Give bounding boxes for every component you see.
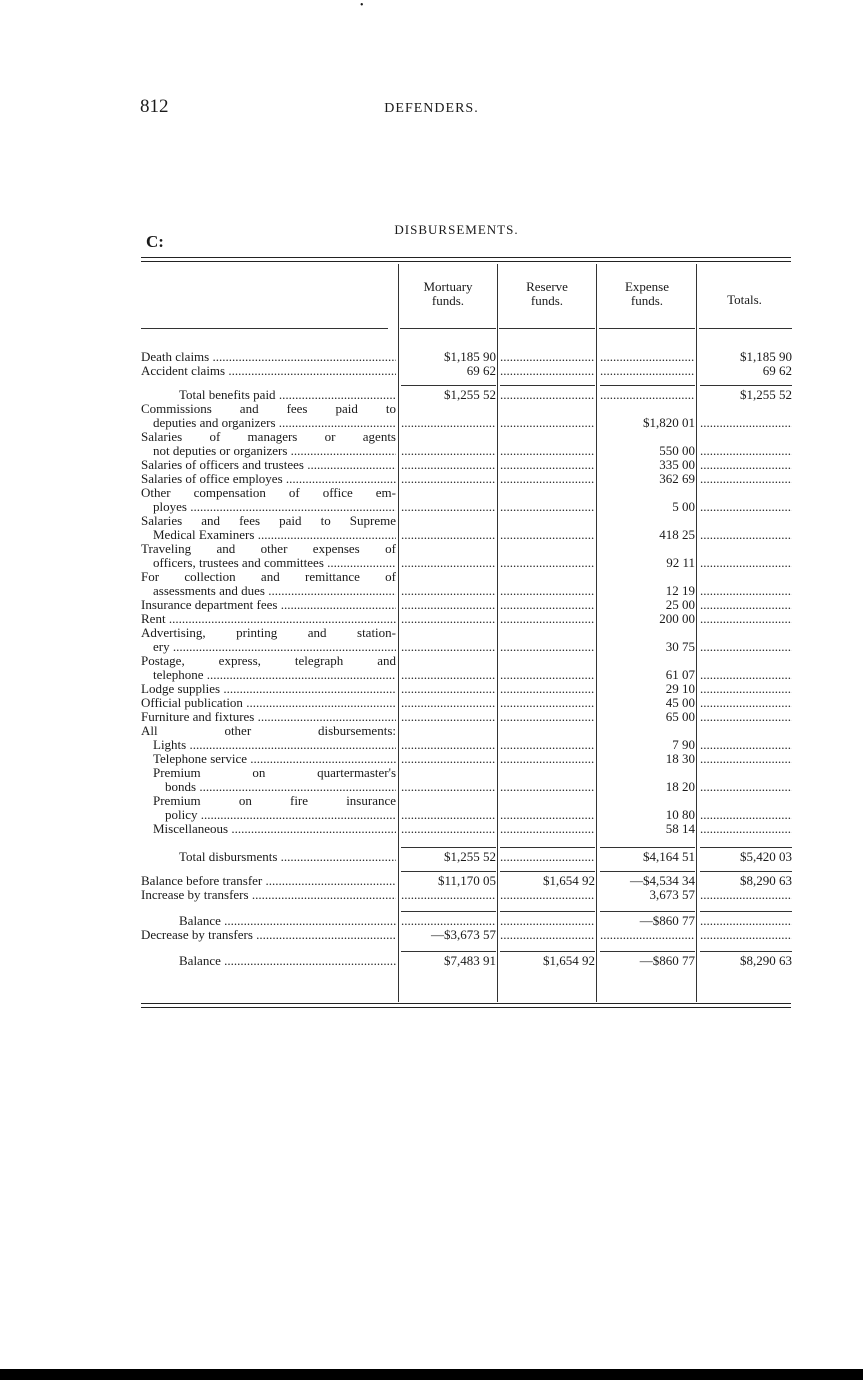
table-row xyxy=(0,752,863,766)
empty-leader-cell xyxy=(401,598,496,612)
empty-leader-cell xyxy=(401,472,496,486)
row-label-line: Salaries of managers or agents xyxy=(141,430,396,444)
sum-rule xyxy=(500,951,595,952)
header-rule-reserve xyxy=(499,328,595,329)
empty-leader-cell xyxy=(401,556,496,570)
sum-rule xyxy=(401,911,496,912)
row-label-line: Accident claims ..... xyxy=(141,364,396,378)
row-label-line: Salaries and fees paid to Supreme xyxy=(141,514,396,528)
row-label xyxy=(141,954,396,968)
empty-leader-cell xyxy=(500,696,595,710)
row-label-line: Total benefits paid ..... xyxy=(141,388,396,402)
table-row xyxy=(0,888,863,902)
row-label xyxy=(141,914,396,928)
empty-leader-cell xyxy=(700,822,792,836)
sum-rule xyxy=(600,951,695,952)
sum-rule xyxy=(500,385,595,386)
table-row xyxy=(0,542,863,570)
empty-leader-cell xyxy=(500,682,595,696)
row-label-line: not deputies or organizers ..... xyxy=(141,444,396,458)
amount-cell: $1,255 52 xyxy=(740,387,792,402)
empty-leader-cell xyxy=(401,808,496,822)
empty-leader-cell xyxy=(700,612,792,626)
table-row xyxy=(0,696,863,710)
row-label xyxy=(141,458,396,472)
amount-cell: $8,290 63 xyxy=(740,953,792,968)
empty-leader-cell xyxy=(500,710,595,724)
row-label-line: Salaries of office employes ..... xyxy=(141,472,396,486)
amount-cell: 7 90 xyxy=(672,737,695,752)
row-label xyxy=(141,794,396,822)
sum-rule xyxy=(700,951,792,952)
empty-leader-cell xyxy=(401,738,496,752)
empty-leader-cell xyxy=(500,416,595,430)
table-row xyxy=(0,654,863,682)
table-row xyxy=(0,626,863,654)
row-label-line: Lights ..... xyxy=(141,738,396,752)
empty-leader-cell xyxy=(401,780,496,794)
row-label xyxy=(141,874,396,888)
row-label xyxy=(141,514,396,542)
row-label xyxy=(141,850,396,864)
empty-leader-cell xyxy=(500,584,595,598)
row-label xyxy=(141,612,396,626)
amount-cell: $1,654 92 xyxy=(543,873,595,888)
sum-rule xyxy=(600,847,695,848)
row-label-line: Postage, express, telegraph and xyxy=(141,654,396,668)
empty-leader-cell xyxy=(500,350,595,364)
amount-cell: $1,820 01 xyxy=(643,415,695,430)
row-label-line: Official publication ..... xyxy=(141,696,396,710)
table-row xyxy=(0,472,863,486)
empty-leader-cell xyxy=(500,556,595,570)
empty-leader-cell xyxy=(401,682,496,696)
table-row xyxy=(0,682,863,696)
table-row xyxy=(0,710,863,724)
table-row xyxy=(0,388,863,402)
table-row xyxy=(0,486,863,514)
row-label-line: Premium on quartermaster's xyxy=(153,766,396,780)
amount-cell: $1,654 92 xyxy=(543,953,595,968)
row-label xyxy=(141,486,396,514)
table-top-rule xyxy=(141,257,791,258)
sum-rule xyxy=(700,911,792,912)
row-label xyxy=(141,542,396,570)
row-label xyxy=(141,364,396,378)
table-title: DISBURSEMENTS. xyxy=(394,222,519,237)
empty-leader-cell xyxy=(700,696,792,710)
amount-cell: 10 80 xyxy=(665,807,695,822)
empty-leader-cell xyxy=(401,822,496,836)
table-top-rule-2 xyxy=(141,261,791,262)
sum-rule xyxy=(600,385,695,386)
empty-leader-cell xyxy=(500,444,595,458)
row-label-line: deputies and organizers ..... xyxy=(141,416,396,430)
row-label-line: Increase by transfers ..... xyxy=(141,888,396,902)
empty-leader-cell xyxy=(500,850,595,864)
empty-leader-cell xyxy=(500,928,595,942)
col-head-reserve: Reserve funds. xyxy=(526,279,568,308)
header-rule-expense xyxy=(599,328,695,329)
table-row xyxy=(0,928,863,942)
empty-leader-cell xyxy=(700,808,792,822)
amount-cell: 362 69 xyxy=(659,471,695,486)
empty-leader-cell xyxy=(401,696,496,710)
row-label xyxy=(141,402,396,430)
row-label-line: Salaries of officers and trustees ..... xyxy=(141,458,396,472)
amount-cell: 58 14 xyxy=(665,821,695,836)
empty-leader-cell xyxy=(401,584,496,598)
amount-cell: $5,420 03 xyxy=(740,849,792,864)
amount-cell: —$860 77 xyxy=(639,953,695,968)
row-label xyxy=(141,710,396,724)
scan-edge-bar xyxy=(0,1369,863,1380)
amount-cell: $1,185 90 xyxy=(444,349,496,364)
row-label-line: Premium on fire insurance xyxy=(153,794,396,808)
empty-leader-cell xyxy=(500,364,595,378)
table-row xyxy=(0,430,863,458)
empty-leader-cell xyxy=(401,640,496,654)
col-head-totals: Totals. xyxy=(727,292,762,307)
empty-leader-cell xyxy=(500,822,595,836)
disbursements-table-body xyxy=(0,350,863,968)
row-label-line: telephone ..... xyxy=(141,668,396,682)
row-label xyxy=(141,626,396,654)
amount-cell: —$4,534 34 xyxy=(630,873,695,888)
empty-leader-cell xyxy=(401,914,496,928)
row-label xyxy=(141,430,396,458)
amount-cell: $1,255 52 xyxy=(444,849,496,864)
row-label xyxy=(141,570,396,598)
amount-cell: 45 00 xyxy=(665,695,695,710)
row-label-line: All other disbursements: xyxy=(141,724,396,738)
sum-rule xyxy=(700,847,792,848)
empty-leader-cell xyxy=(700,500,792,514)
row-label xyxy=(141,388,396,402)
amount-cell: 18 20 xyxy=(665,779,695,794)
amount-cell: 200 00 xyxy=(659,611,695,626)
row-label xyxy=(141,888,396,902)
row-label xyxy=(141,766,396,794)
empty-leader-cell xyxy=(700,556,792,570)
row-label-line: Traveling and other expenses of xyxy=(141,542,396,556)
empty-leader-cell xyxy=(700,888,792,902)
sum-rule xyxy=(401,951,496,952)
amount-cell: 65 00 xyxy=(665,709,695,724)
empty-leader-cell xyxy=(500,668,595,682)
row-label-line: Rent ..... xyxy=(141,612,396,626)
row-label xyxy=(141,472,396,486)
empty-leader-cell xyxy=(500,808,595,822)
row-label xyxy=(141,598,396,612)
table-row xyxy=(0,350,863,364)
amount-cell: $1,185 90 xyxy=(740,349,792,364)
amount-cell: 29 10 xyxy=(665,681,695,696)
empty-leader-cell xyxy=(401,528,496,542)
row-label-line: ployes ..... xyxy=(141,500,396,514)
row-label-line: assessments and dues ..... xyxy=(141,584,396,598)
row-label-line: Balance ..... xyxy=(141,914,396,928)
empty-leader-cell xyxy=(700,668,792,682)
empty-leader-cell xyxy=(700,458,792,472)
empty-leader-cell xyxy=(600,350,695,364)
amount-cell: 30 75 xyxy=(665,639,695,654)
empty-leader-cell xyxy=(500,640,595,654)
empty-leader-cell xyxy=(401,668,496,682)
row-label xyxy=(141,350,396,364)
row-label-line: Lodge supplies ..... xyxy=(141,682,396,696)
col-head-expense: Expense funds. xyxy=(624,279,670,308)
col-head-mortuary: Mortuary funds. xyxy=(423,279,473,308)
sum-rule xyxy=(500,911,595,912)
empty-leader-cell xyxy=(500,388,595,402)
empty-leader-cell xyxy=(500,472,595,486)
table-row xyxy=(0,364,863,378)
row-label-line: Furniture and fixtures ..... xyxy=(141,710,396,724)
running-head: DEFENDERS. xyxy=(384,101,479,116)
empty-leader-cell xyxy=(500,888,595,902)
row-label-line: Telephone service ..... xyxy=(141,752,396,766)
empty-leader-cell xyxy=(700,780,792,794)
empty-leader-cell xyxy=(700,598,792,612)
empty-leader-cell xyxy=(500,528,595,542)
row-label-line: Balance before transfer ..... xyxy=(141,874,396,888)
empty-leader-cell xyxy=(600,928,695,942)
table-row xyxy=(0,598,863,612)
amount-cell: 335 00 xyxy=(659,457,695,472)
row-label xyxy=(141,822,396,836)
empty-leader-cell xyxy=(500,780,595,794)
row-label-line: Other compensation of office em- xyxy=(141,486,396,500)
empty-leader-cell xyxy=(700,914,792,928)
amount-cell: $11,170 05 xyxy=(437,873,496,888)
row-label-line: Insurance department fees ..... xyxy=(141,598,396,612)
table-row xyxy=(0,850,863,864)
sum-rule xyxy=(401,385,496,386)
empty-leader-cell xyxy=(401,444,496,458)
empty-leader-cell xyxy=(401,416,496,430)
row-label xyxy=(141,696,396,710)
table-row xyxy=(0,514,863,542)
row-label-line: Medical Examiners ..... xyxy=(141,528,396,542)
sum-rule xyxy=(401,847,496,848)
amount-cell: 69 62 xyxy=(466,363,496,378)
row-label xyxy=(141,724,396,752)
amount-cell: 3,673 57 xyxy=(649,887,695,902)
row-label-line: officers, trustees and committees ..... xyxy=(141,556,396,570)
row-label-line: For collection and remittance of xyxy=(141,570,396,584)
empty-leader-cell xyxy=(700,710,792,724)
empty-leader-cell xyxy=(500,752,595,766)
empty-leader-cell xyxy=(700,738,792,752)
row-label-line: Commissions and fees paid to xyxy=(141,402,396,416)
sum-rule xyxy=(500,871,595,872)
amount-cell: 92 11 xyxy=(666,555,695,570)
header-rule-totals xyxy=(699,328,792,329)
table-row xyxy=(0,766,863,794)
empty-leader-cell xyxy=(401,752,496,766)
page-number: 812 xyxy=(140,96,169,117)
sum-rule xyxy=(700,385,792,386)
amount-cell: $8,290 63 xyxy=(740,873,792,888)
table-row xyxy=(0,874,863,888)
empty-leader-cell xyxy=(600,364,695,378)
row-label-line: Miscellaneous ..... xyxy=(141,822,396,836)
empty-leader-cell xyxy=(700,928,792,942)
amount-cell: 69 62 xyxy=(762,363,792,378)
header-rule-label xyxy=(141,328,388,329)
row-label xyxy=(141,654,396,682)
amount-cell: 12 19 xyxy=(665,583,695,598)
row-label-line: Decrease by transfers ..... xyxy=(141,928,396,942)
row-label-line: Balance ..... xyxy=(141,954,396,968)
table-row xyxy=(0,570,863,598)
row-label-line: ery ..... xyxy=(141,640,396,654)
empty-leader-cell xyxy=(600,388,695,402)
empty-leader-cell xyxy=(700,444,792,458)
empty-leader-cell xyxy=(700,584,792,598)
empty-leader-cell xyxy=(500,598,595,612)
empty-leader-cell xyxy=(500,738,595,752)
row-label xyxy=(141,752,396,766)
row-label-line: bonds ..... xyxy=(141,780,396,794)
sum-rule xyxy=(700,871,792,872)
table-row xyxy=(0,914,863,928)
empty-leader-cell xyxy=(700,640,792,654)
empty-leader-cell xyxy=(700,682,792,696)
amount-cell: 418 25 xyxy=(659,527,695,542)
amount-cell: $7,483 91 xyxy=(444,953,496,968)
empty-leader-cell xyxy=(500,500,595,514)
empty-leader-cell xyxy=(700,528,792,542)
row-label-line: Total disbursments ..... xyxy=(141,850,396,864)
empty-leader-cell xyxy=(500,458,595,472)
table-row xyxy=(0,724,863,752)
amount-cell: —$3,673 57 xyxy=(431,927,496,942)
amount-cell: 18 30 xyxy=(665,751,695,766)
empty-leader-cell xyxy=(700,416,792,430)
empty-leader-cell xyxy=(500,914,595,928)
amount-cell: 5 00 xyxy=(672,499,695,514)
empty-leader-cell xyxy=(700,472,792,486)
empty-leader-cell xyxy=(401,710,496,724)
amount-cell: $1,255 52 xyxy=(444,387,496,402)
table-bottom-rule xyxy=(141,1003,791,1004)
table-row xyxy=(0,822,863,836)
sum-rule xyxy=(401,871,496,872)
empty-leader-cell xyxy=(500,612,595,626)
empty-leader-cell xyxy=(700,752,792,766)
amount-cell: $4,164 51 xyxy=(643,849,695,864)
table-row xyxy=(0,612,863,626)
row-label xyxy=(141,682,396,696)
sum-rule xyxy=(500,847,595,848)
amount-cell: 25 00 xyxy=(665,597,695,612)
amount-cell: —$860 77 xyxy=(639,913,695,928)
row-label-line: policy ..... xyxy=(141,808,396,822)
row-label-line: Advertising, printing and station- xyxy=(141,626,396,640)
table-bottom-rule-2 xyxy=(141,1007,791,1008)
empty-leader-cell xyxy=(401,612,496,626)
stray-dot: • xyxy=(360,0,364,11)
amount-cell: 550 00 xyxy=(659,443,695,458)
empty-leader-cell xyxy=(401,888,496,902)
header-rule-mortuary xyxy=(400,328,496,329)
empty-leader-cell xyxy=(401,500,496,514)
table-row xyxy=(0,402,863,430)
row-label-line: Death claims ..... xyxy=(141,350,396,364)
table-row xyxy=(0,794,863,822)
table-row xyxy=(0,954,863,968)
empty-leader-cell xyxy=(401,458,496,472)
sum-rule xyxy=(600,911,695,912)
row-label xyxy=(141,928,396,942)
sum-rule xyxy=(600,871,695,872)
amount-cell: 61 07 xyxy=(665,667,695,682)
table-row xyxy=(0,458,863,472)
stray-mark: C: xyxy=(146,232,164,251)
